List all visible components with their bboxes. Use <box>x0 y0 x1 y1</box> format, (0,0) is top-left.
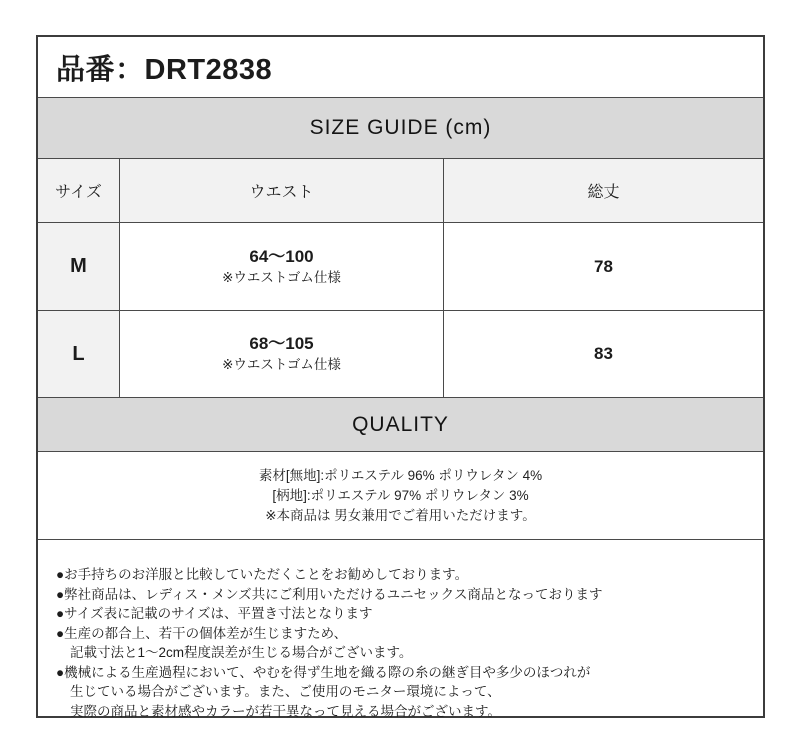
note-line-7: 生じている場合がございます。また、ご使用のモニター環境によって、 <box>70 684 501 699</box>
size-col-header: サイズ <box>38 159 120 222</box>
length-col-header: 総丈 <box>587 184 620 201</box>
waist-range-l: 68〜105 <box>249 334 314 353</box>
size-row-m <box>38 222 763 310</box>
waist-col-header: ウエスト <box>120 159 444 222</box>
product-code: 品番：DRT2838 <box>56 53 273 86</box>
note-line-6: ●機械による生産過程において、やむを得ず生地を織る際の糸の継ぎ目や多少のほつれが <box>56 664 591 680</box>
waist-cell-l <box>120 311 444 397</box>
notes-section <box>38 539 763 721</box>
quality-line-1: 素材[無地]:ポリエステル 96% ポリウレタン 4% <box>258 467 543 483</box>
quality-line-3: ※本商品は 男女兼用でご着用いただけます。 <box>265 507 536 523</box>
product-code-row <box>38 37 763 97</box>
note-line-4: ●生産の都合上、若干の個体差が生じますため、 <box>56 625 348 641</box>
quality-content <box>38 451 763 539</box>
note-line-1: ●お手持ちのお洋服と比較していただくことをお勧めしております。 <box>56 567 469 582</box>
waist-note-m: ※ウエストゴム仕様 <box>222 269 341 285</box>
size-guide-title: SIZE GUIDE (cm) <box>309 116 492 139</box>
waist-note-l: ※ウエストゴム仕様 <box>222 357 341 372</box>
length-cell-l <box>444 311 763 397</box>
size-table-header-row <box>38 158 763 222</box>
note-line-2: ●弊社商品は、レディス・メンズ共にご利用いただけるユニセックス商品となっております <box>56 586 603 602</box>
product-spec-sheet <box>36 35 765 718</box>
quality-line-2: [柄地]:ポリエステル 97% ポリウレタン 3% <box>272 487 529 503</box>
waist-cell-m <box>120 223 444 310</box>
note-line-3: ●サイズ表に記載のサイズは、平置き寸法となります <box>56 606 373 621</box>
quality-title: QUALITY <box>352 412 449 436</box>
size-label-l: L <box>38 311 120 397</box>
note-line-8: 実際の商品と素材感やカラーが若干異なって見える場合がございます。 <box>70 703 501 719</box>
waist-range-m: 64〜100 <box>249 246 314 266</box>
size-guide-header <box>38 97 763 158</box>
note-line-5: 記載寸法と1〜2cm程度誤差が生じる場合がございます。 <box>70 645 413 660</box>
size-row-l <box>38 310 763 397</box>
quality-header <box>38 397 763 451</box>
length-cell-m <box>444 223 763 310</box>
length-value-m: 78 <box>594 256 613 276</box>
length-value-l: 83 <box>594 344 613 363</box>
size-label-m: M <box>38 223 120 310</box>
